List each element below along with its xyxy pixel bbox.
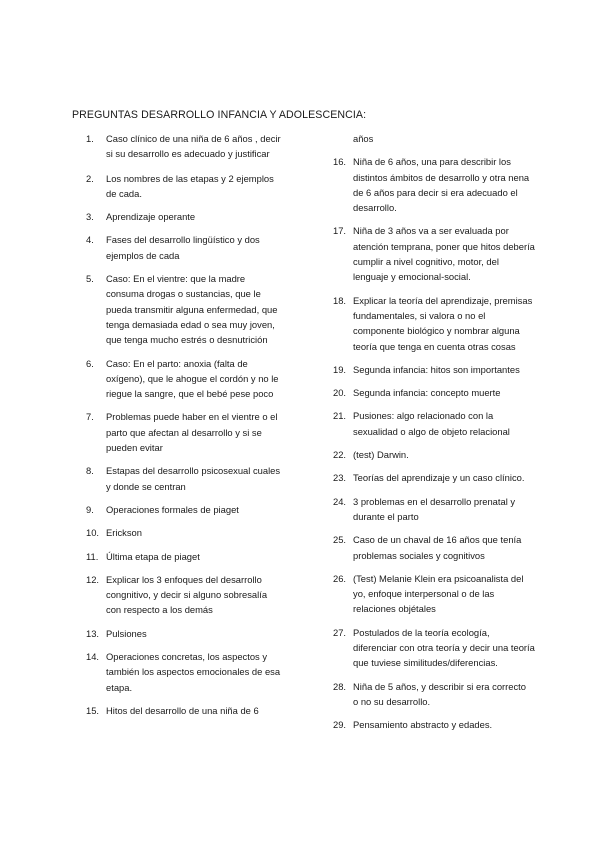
list-item: 12. Explicar los 3 enfoques del desarrollo congnitivo, y decir si alguno sobresalía con respecto a los demás: [86, 573, 268, 616]
list-item: 16. Niña de 6 años, una para describir los distintos ámbitos de desarrollo y otra nena de 6 años para decir si era adecuado el desarrollo.: [333, 156, 530, 214]
list-item: 22. (test) Darwin.: [333, 449, 409, 461]
list-item: 19. Segunda infancia: hitos son importantes: [333, 363, 520, 375]
list-item: 9. Operaciones formales de piaget: [86, 503, 239, 515]
list-item: 10. Erickson: [86, 527, 142, 539]
list-item: 15. Hitos del desarrollo de una niña de 6: [86, 704, 259, 716]
list-item: 6. Caso: En el parto: anoxia (falta de oxígeno), que le ahogue el cordón y no le riegue la sangre, que el bebé pese poco: [86, 357, 279, 400]
list-item: 5. Caso: En el vientre: que la madre consuma drogas o sustancias, que le pueda transmitir alguna enfermedad, que tenga demasiada edad o sea muy joven, que tenga mucho estrés o desnutrición: [86, 273, 278, 346]
list-item: 24. 3 problemas en el desarrollo prenatal y durante el parto: [333, 495, 516, 522]
list-item: 3. Aprendizaje operante: [86, 211, 196, 223]
list-item: 1. Caso clínico de una niña de 6 años , decir si su desarrollo es adecuado y justificar: [86, 133, 281, 160]
list-item: 23. Teorías del aprendizaje y un caso clínico.: [333, 472, 525, 484]
list-item: 27. Postulados de la teoría ecología, diferenciar con otra teoría y decir una teoría que tuviese similitudes/diferencias.: [333, 626, 535, 669]
list-item: 17. Niña de 3 años va a ser evaluada por atención temprana, poner que hitos debería cumplir a nivel cognitivo, motor, del lenguaje y emocional-social.: [333, 225, 535, 283]
list-item: 8. Estapas del desarrollo psicosexual cuales y donde se centran: [86, 465, 281, 492]
list-item: 28. Niña de 5 años, y describir si era correcto o no su desarrollo.: [333, 680, 526, 707]
list-item: 7. Problemas puede haber en el vientre o el parto que afectan al desarrollo y si se pueden evitar: [86, 411, 278, 454]
question-list-right: [333, 131, 533, 733]
question-list-left: [86, 131, 286, 718]
list-item: 20. Segunda infancia: concepto muerte: [333, 387, 501, 399]
list-item: 2. Los nombres de las etapas y 2 ejemplos de cada.: [86, 172, 274, 199]
list-item: 13. Pulsiones: [86, 627, 147, 639]
list-item: 25. Caso de un chaval de 16 años que tenía problemas sociales y cognitivos: [333, 534, 522, 561]
list-item: 29. Pensamiento abstracto y edades.: [333, 719, 493, 731]
list-item-continuation: años: [353, 133, 374, 144]
list-item: 14. Operaciones concretas, los aspectos y también los aspectos emocionales de esa etapa.: [86, 651, 281, 693]
list-item: 21. Pusiones: algo relacionado con la sexualidad o algo de objeto relacional: [333, 410, 510, 437]
list-item: 11. Última etapa de piaget: [86, 550, 200, 562]
list-item: 26. (Test) Melanie Klein era psicoanalista del yo, enfoque interpersonal o de las relaciones objétales: [333, 572, 524, 615]
page-title: PREGUNTAS DESARROLLO INFANCIA Y ADOLESCENCIA:: [72, 109, 367, 121]
list-item: 18. Explicar la teoría del aprendizaje, premisas fundamentales, si valora o no el componente biológico y nombrar alguna teoría que tenga en cuenta otras cosas: [333, 294, 533, 352]
list-item: 4. Fases del desarrollo lingüístico y dos ejemplos de cada: [86, 234, 260, 261]
